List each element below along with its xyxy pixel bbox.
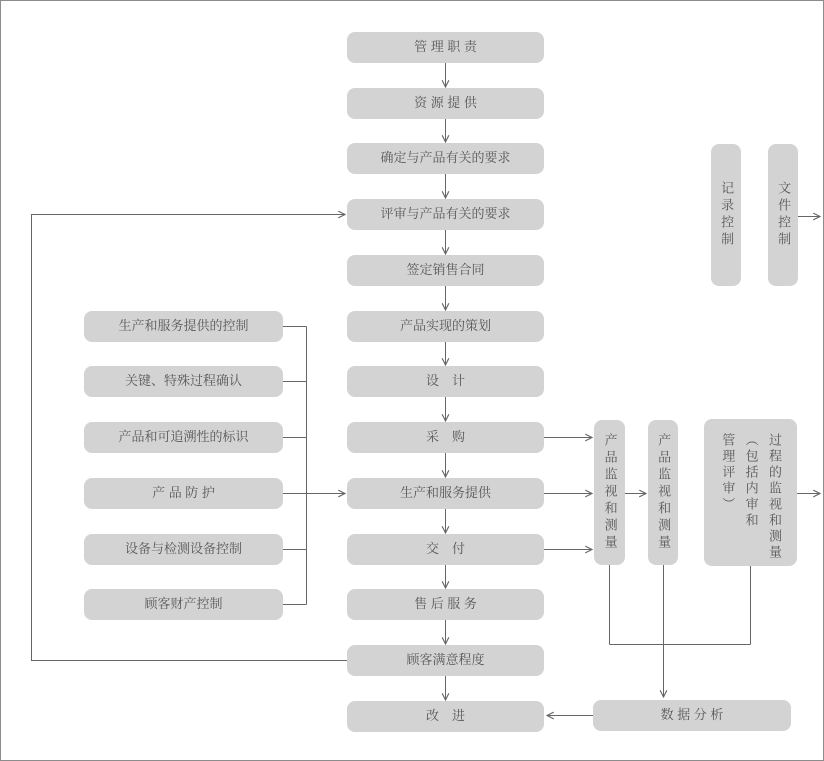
node-purchasing: 采 购 (347, 422, 544, 453)
node-equipment-inspection-control: 设备与检测设备控制 (84, 534, 283, 565)
node-process-monitoring (704, 419, 797, 566)
node-resource-provision: 资 源 提 供 (347, 88, 544, 119)
node-data-analysis: 数 据 分 析 (593, 700, 791, 731)
node-design: 设 计 (347, 366, 544, 397)
node-product-traceability-identification: 产品和可追溯性的标识 (84, 422, 283, 453)
product-monitoring-1-label: 产品监视和测量 (602, 433, 618, 552)
node-delivery: 交 付 (347, 534, 544, 565)
record-control-label: 记录控制 (719, 181, 735, 249)
node-product-realization-planning: 产品实现的策划 (347, 311, 544, 342)
process-monitoring-col-right: 过程的监视和测量 (766, 433, 782, 561)
node-key-special-process-confirmation: 关键、特殊过程确认 (84, 366, 283, 397)
node-management-responsibility: 管 理 职 责 (347, 32, 544, 63)
node-sign-sales-contract: 签定销售合同 (347, 255, 544, 286)
node-review-product-requirements: 评审与产品有关的要求 (347, 199, 544, 230)
node-production-service-control: 生产和服务提供的控制 (84, 311, 283, 342)
node-determine-product-requirements: 确定与产品有关的要求 (347, 143, 544, 174)
node-customer-satisfaction: 顾客满意程度 (347, 645, 544, 676)
node-product-protection: 产 品 防 护 (84, 478, 283, 509)
node-after-sales-service: 售 后 服 务 (347, 589, 544, 620)
document-control-label: 文件控制 (776, 181, 792, 249)
node-record-control (711, 144, 741, 286)
node-document-control (768, 144, 798, 286)
product-monitoring-2-label: 产品监视和测量 (656, 433, 672, 552)
process-monitoring-col-middle: ︵包括内审和 (743, 433, 759, 529)
node-production-service-provision: 生产和服务提供 (347, 478, 544, 509)
node-customer-property-control: 顾客财产控制 (84, 589, 283, 620)
process-monitoring-col-left: 管理评审︶ (720, 433, 736, 513)
node-product-monitoring-2 (648, 420, 678, 565)
node-product-monitoring-1 (594, 420, 625, 565)
node-improvement: 改 进 (347, 701, 544, 732)
